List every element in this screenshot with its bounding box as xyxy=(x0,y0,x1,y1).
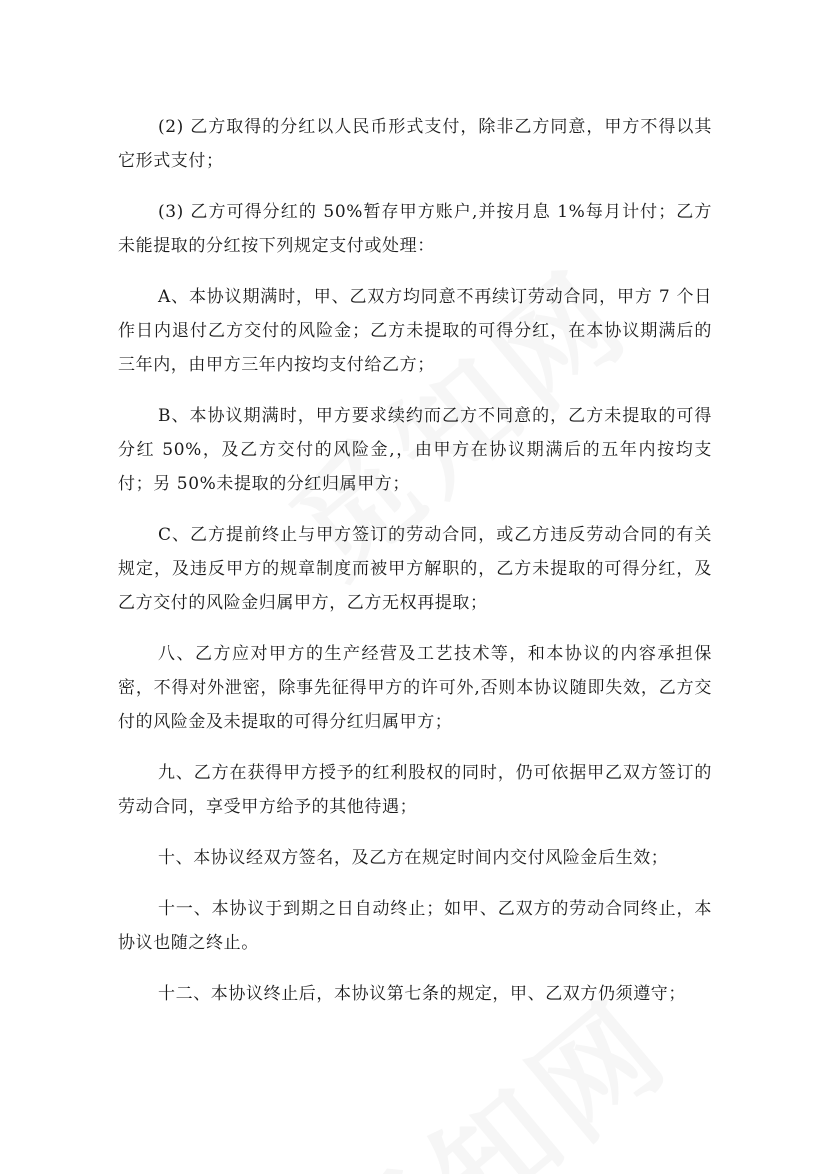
paragraph-clause-c: C、乙方提前终止与甲方签订的劳动合同，或乙方违反劳动合同的有关规定，及违反甲方的规章制度而被甲方解职的，乙方未提取的可得分红，及乙方交付的风险金归属甲方，乙方无权再提取； xyxy=(118,525,712,613)
paragraph-article-10: 十、本协议经双方签名，及乙方在规定时间内交付风险金后生效； xyxy=(158,848,669,868)
document-body xyxy=(118,110,712,1028)
paragraph-article-8: 八、乙方应对甲方的生产经营及工艺技术等，和本协议的内容承担保密，不得对外泄密，除事先征得甲方的许可外,否则本协议随即失效，乙方交付的风险金及未提取的可得分红归属甲方； xyxy=(118,644,712,732)
paragraph-article-9: 九、乙方在获得甲方授予的红利股权的同时，仍可依据甲乙双方签订的劳动合同，享受甲方给予的其他待遇； xyxy=(118,763,712,817)
paragraph-clause-a: A、本协议期满时，甲、乙双方均同意不再续订劳动合同，甲方 7 个日作日内退付乙方交付的风险金；乙方未提取的可得分红，在本协议期满后的三年内，由甲方三年内按均支付给乙方； xyxy=(118,287,712,375)
paragraph-clause-b: B、本协议期满时，甲方要求续约而乙方不同意的，乙方未提取的可得分红 50%，及乙方交付的风险金,，由甲方在协议期满后的五年内按均支付；另 50%未提取的分红归属甲方； xyxy=(118,406,712,494)
paragraph-article-12: 十二、本协议终止后，本协议第七条的规定，甲、乙双方仍须遵守； xyxy=(158,984,686,1004)
paragraph-dividend-payment-form: (2) 乙方取得的分红以人民币形式支付，除非乙方同意，甲方不得以其它形式支付； xyxy=(118,117,712,171)
paragraph-dividend-deposit: (3) 乙方可得分红的 50%暂存甲方账户,并按月息 1%每月计付；乙方未能提取的分红按下列规定支付或处理： xyxy=(118,202,712,256)
paragraph-article-11: 十一、本协议于到期之日自动终止；如甲、乙双方的劳动合同终止，本协议也随之终止。 xyxy=(118,899,712,953)
